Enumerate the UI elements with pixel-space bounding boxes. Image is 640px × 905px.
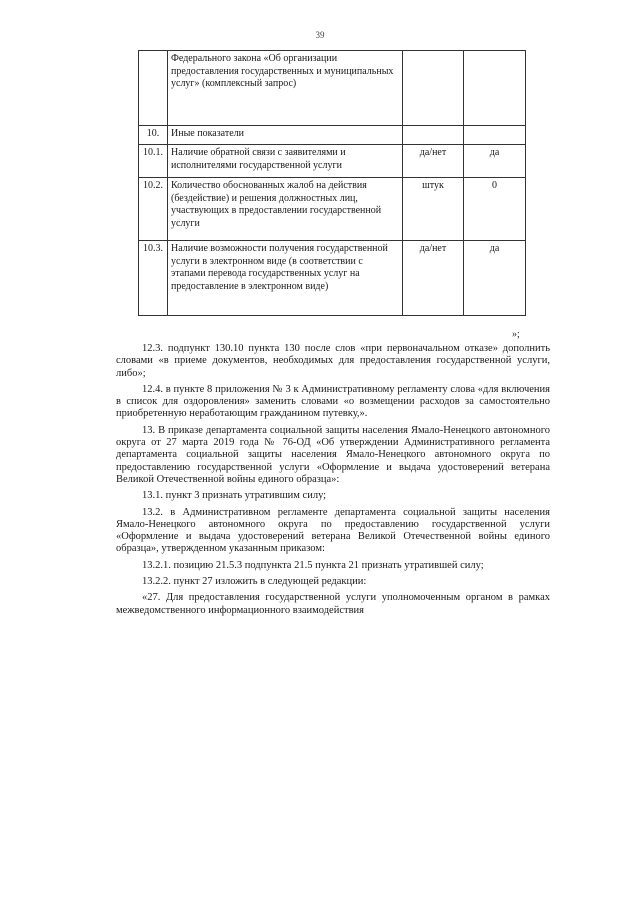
row-unit: да/нет (403, 145, 464, 178)
paragraph-13-2-1: 13.2.1. позицию 21.5.3 подпункта 21.5 пункта 21 признать утратившей силу; (142, 559, 484, 571)
paragraph-13: 13. В приказе департамента социальной защиты населения Ямало-Ненецкого автономного округа от 27 марта 2019 года № 76-ОД «Об утверждении Административного регламента департамента социальной защиты населения Ямало-Ненецкого автономного округа по предоставлению государственной услуги «Оформление и выдача удостоверений ветерана Великой Отечественной войны единого образца»: (116, 424, 550, 485)
table-row (139, 178, 526, 241)
table-row (139, 51, 526, 126)
row-value: 0 (464, 178, 526, 241)
row-number: 10.3. (139, 241, 168, 316)
row-indicator-name: Иные показатели (168, 126, 403, 145)
row-unit: да/нет (403, 241, 464, 316)
paragraph-13-2: 13.2. в Административном регламенте департамента социальной защиты населения Ямало-Ненецкого автономного округа по предоставлению государственной услуги «Оформление и выдача удостоверений ветерана Великой Отечественной войны единого образца», утвержденном указанным приказом: (116, 506, 550, 555)
row-value: да (464, 145, 526, 178)
row-indicator-name: Количество обоснованных жалоб на действия (бездействие) и решения должностных лиц, участвующих в предоставлении государственной услуги (168, 178, 403, 241)
row-unit: штук (403, 178, 464, 241)
row-indicator-name: Федерального закона «Об организации предоставления государственных и муниципальных услуг» (комплексный запрос) (168, 51, 403, 126)
paragraph-12-4: 12.4. в пункте 8 приложения № 3 к Административному регламенту слова «для включения в список для оздоровления» заменить словами «о возмещении расходов за самостоятельно приобретенную неработающим гражданином путевку,». (116, 383, 550, 420)
table-closing-quote: »; (512, 329, 520, 340)
row-indicator-name: Наличие обратной связи с заявителями и исполнителями государственной услуги (168, 145, 403, 178)
page-number: 39 (315, 30, 325, 40)
paragraph-27: «27. Для предоставления государственной услуги уполномоченным органом в рамках межведомственного информационного взаимодействия (116, 592, 550, 616)
row-unit (403, 51, 464, 126)
row-unit (403, 126, 464, 145)
paragraph-13-1: 13.1. пункт 3 признать утратившим силу; (142, 490, 327, 502)
row-value (464, 51, 526, 126)
row-value: да (464, 241, 526, 316)
table-row (139, 241, 526, 316)
row-indicator-name: Наличие возможности получения государственной услуги в электронном виде (в соответствии с этапами перевода государственных услуг на предоставление в электронном виде) (168, 241, 403, 316)
table-row (139, 145, 526, 178)
row-number: 10.1. (139, 145, 168, 178)
indicators-table (138, 50, 526, 316)
paragraph-12-3: 12.3. подпункт 130.10 пункта 130 после слов «при первоначальном отказе» дополнить словами «в приеме документов, необходимых для предоставления государственной услуги, либо»; (116, 343, 550, 379)
row-number (139, 51, 168, 126)
row-number: 10.2. (139, 178, 168, 241)
row-number: 10. (139, 126, 168, 145)
paragraph-13-2-2: 13.2.2. пункт 27 изложить в следующей редакции: (142, 576, 367, 588)
document-body (116, 343, 550, 621)
table-row (139, 126, 526, 145)
row-value (464, 126, 526, 145)
